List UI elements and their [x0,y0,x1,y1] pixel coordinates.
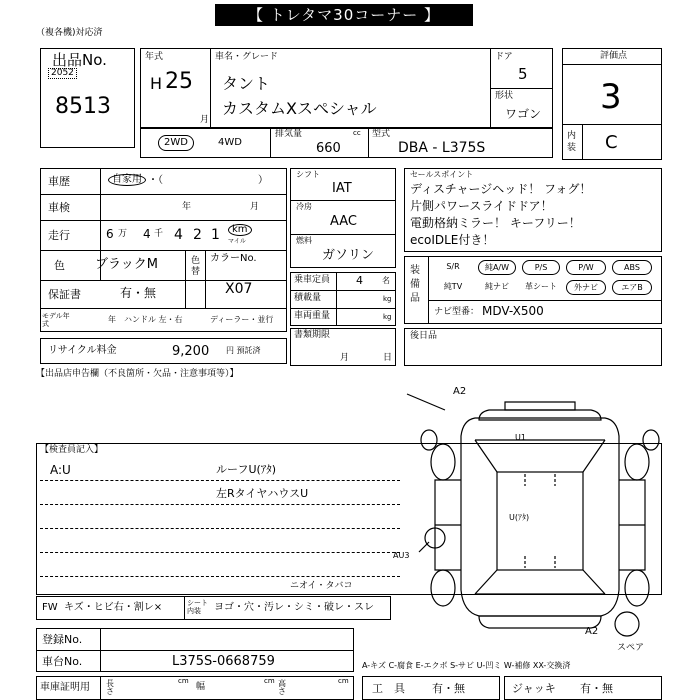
doors-value: 5 [518,65,528,83]
model-grade: カスタムXスペシャル [222,99,377,118]
mileage-unit-km: km [228,224,252,236]
diagram-mark-au3: AU3 [393,551,410,560]
inspector-note-b: ルーフU(ｱﾀ) [216,463,277,476]
weight-label: 車両重量 [294,311,331,321]
navi-label: ナビ型番： [434,307,480,317]
chassis-value: L375S-0668759 [172,654,275,669]
certificate-month: 月 [340,353,350,363]
model-year-unit: 年 [108,315,116,324]
mileage-d3: 4 [174,227,183,243]
history-label: 車歴 [48,175,70,188]
certificate-day: 日 [383,353,393,363]
type-value: DBA - L375S [398,140,486,156]
fw-label: FW [42,602,58,613]
shift-value: IAT [332,181,352,196]
recycle-unit: 円 預託済 [226,346,261,355]
drive-2wd: 2WD [158,135,194,151]
certificate-label: 書類期限 [294,330,331,340]
equipment-option: 純ナビ [485,282,509,291]
jack-value: 有・無 [580,682,613,695]
load-label: 積載量 [294,293,322,303]
weight-unit: kg [383,313,392,321]
seat-label: シート内装 [187,599,208,615]
chassis-label: 車台No. [42,655,83,668]
type-label: 型式 [372,129,391,139]
fw-items: キズ・ヒビ右・割レ× [64,602,163,613]
recycle-value: 9,200 [172,344,210,359]
diagram-mark-a2-top: A2 [453,386,467,397]
year-value: 25 [165,69,193,94]
history-close: ） [258,175,268,186]
sales-point-3: 電動格納ミラー！ キーフリー！ [410,216,581,230]
tools-value: 有・無 [432,682,465,695]
mileage-u1: 万 [118,229,128,239]
top-note: （複各機)対応済 [36,28,103,38]
sales-points-label: セールスポイント [410,170,474,179]
inspection-month-unit: 月 [250,202,260,212]
spare-label: スペア [617,643,645,653]
mileage-d4: 2 [193,227,202,243]
interior-label: 内装 [567,131,577,153]
mileage-unit-mile: マイル [228,238,246,245]
equipment-option: 外ナビ [566,280,606,295]
after-sales-label: 後日品 [410,331,438,341]
sales-point-2: 片側パワースライドドア！ [410,199,553,213]
garage-cm-2: cm [264,677,275,685]
inspector-label: 【検査員記入】 [40,445,104,455]
sales-point-4: ecoIDLE付き！ [410,233,495,247]
garage-cm-3: cm [338,677,349,685]
body-label: 形状 [495,91,514,101]
navi-value: MDV-X500 [482,304,544,318]
year-month-unit: 月 [200,115,210,125]
diagram-mark-a2-bottom: A2 [585,626,599,637]
model-label: 車名・グレード [215,52,279,62]
lot-number: 8513 [55,94,111,119]
inspection-label: 車検 [48,201,70,214]
mileage-d1: 6 [106,227,114,241]
car-damage-diagram [393,380,665,670]
jack-label: ジャッキ [512,682,556,695]
fuel-value: ガソリン [322,248,375,263]
after-sales-box [404,328,662,366]
fw-note: ニオイ・タバコ [290,581,353,591]
score-label: 評価点 [600,51,628,61]
warranty-label: 保証書 [48,288,81,301]
equipment-option: エアB [612,280,652,295]
damage-legend: A-キズ C-腐食 E-エクボ S-サビ U-凹ミ W-補修 XX-交換済 [362,661,571,670]
garage-width: 幅 [196,682,206,692]
seat-items: ヨゴ・穴・汚レ・シミ・破レ・スレ [214,602,374,613]
registration-label: 登録No. [42,633,83,646]
ac-value: AAC [330,214,357,229]
garage-length: 長さ [106,679,114,696]
mileage-u2: 千 [154,229,164,239]
model-year-dealer: ディーラー・並行 [210,315,274,324]
equipment-option: 純TV [443,282,463,291]
fuel-label: 燃料 [296,236,312,245]
interior-value: C [605,132,618,153]
displacement-label: 排気量 [275,129,303,139]
diagram-mark-u-ata: U(ｱﾀ) [509,513,530,522]
lot-stamp: 2052 [48,68,77,79]
color-code: X07 [225,281,253,297]
corner-banner: 【 トレタマ30コーナー 】 [215,4,473,26]
doors-label: ドア [495,52,513,62]
spec-box [140,128,553,158]
model-name: タント [222,74,271,93]
inspector-note-a: A:U [50,463,71,477]
garage-cm-1: cm [178,677,189,685]
displacement-value: 660 [316,141,341,156]
color-change-label: 色替 [191,256,201,277]
model-year-label: モデル年式 [42,312,70,328]
mileage-d2: 4 [143,227,151,241]
warranty-value: 有・無 [120,286,157,300]
inspection-year-unit: 年 [182,202,192,212]
recycle-label: リサイクル料金 [48,345,117,356]
score-value: 3 [600,77,622,117]
history-dot: ・（ [148,175,163,186]
model-year-handle: ハンドル 左・右 [124,315,183,324]
color-code-label: カラーNo. [210,253,257,264]
displacement-unit: cc [353,129,361,137]
garage-height: 高さ [278,679,286,696]
equipment-option: P/S [522,260,560,275]
color-value: ブラックM [95,257,158,272]
load-unit: kg [383,295,392,303]
equipment-option: 純A/W [478,260,516,275]
capacity-unit: 名 [382,276,390,285]
inspector-note-c: 左RタイヤハウスU [216,487,309,500]
seller-notes-label: 【出品店申告欄（不良箇所・欠品・注意事項等）】 [36,369,239,379]
color-label: 色 [54,259,65,272]
capacity-value: 4 [356,274,363,287]
tools-label: 工 具 [372,682,405,695]
mileage-d5: 1 [211,227,220,243]
diagram-mark-u1: U1 [515,433,526,442]
equipment-option: P/W [566,260,606,275]
sales-point-1: ディスチャージヘッド！ フォグ！ [410,182,592,196]
equipment-option: ABS [612,260,652,275]
garage-cert-label: 車庫証明用 [40,682,90,693]
year-label: 年式 [145,52,164,62]
body-value: ワゴン [505,107,542,121]
drive-4wd: 4WD [218,137,242,148]
mileage-label: 走行 [48,229,70,242]
shift-label: シフト [296,170,320,179]
history-selected: 自家用 [108,174,146,186]
equipment-option: S/R [446,262,460,271]
lot-label: 出品No. [52,51,107,69]
equipment-label: 装備品 [410,265,420,304]
year-era: H [150,74,163,93]
capacity-label: 乗車定員 [294,275,331,285]
ac-label: 冷房 [296,202,312,211]
equipment-option: 革シート [525,282,557,291]
